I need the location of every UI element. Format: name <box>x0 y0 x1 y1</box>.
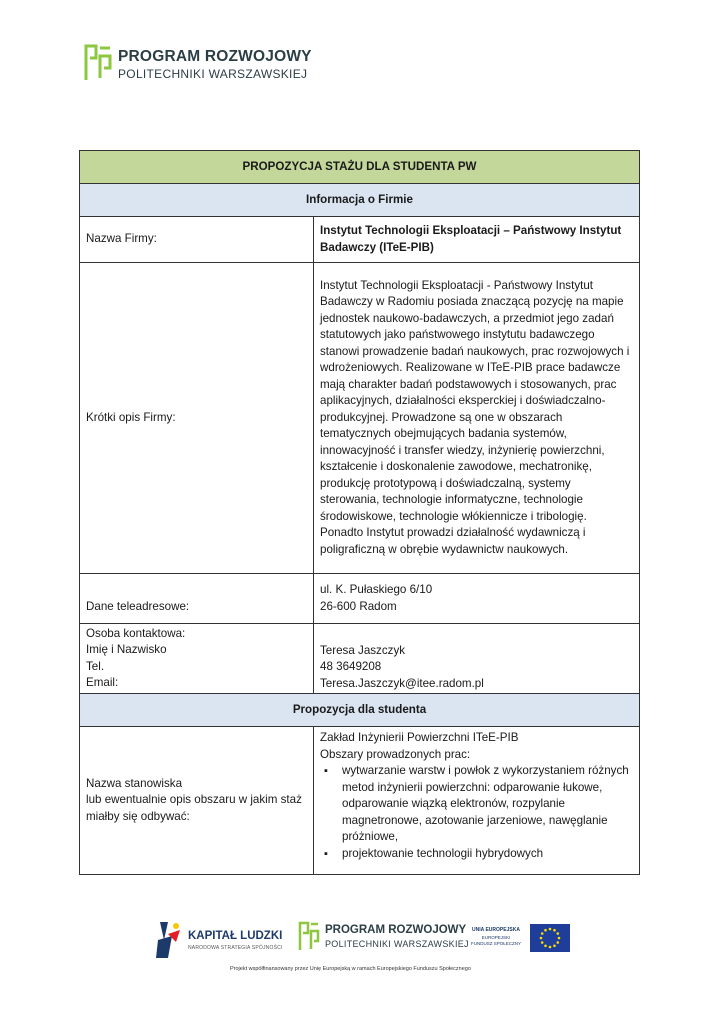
position-department: Zakład Inżynierii Powierzchni ITeE-PIB <box>320 731 519 744</box>
contact-label-name: Imię i Nazwisko <box>86 643 167 656</box>
kapital-ludzki-logo <box>154 920 294 960</box>
address-street: ul. K. Pułaskiego 6/10 <box>320 583 433 596</box>
position-areas-heading: Obszary prowadzonych prac: <box>320 747 471 761</box>
position-label-title: Nazwa stanowiska <box>86 776 183 790</box>
contact-value <box>314 624 640 694</box>
list-item: ▪ wytwarzanie warstw i powłok z wykorzystaniem różnych metod inżynierii powierzchni: odparowanie łukowe, odparowanie wiązką elektronów, rozpylanie magnetronowe, azotowanie jarzeniowe, nawęglanie próżniowe, <box>320 763 633 846</box>
section-company-info: Informacja o Firmie <box>80 184 640 217</box>
program-footer-title: PROGRAM ROZWOJOWY <box>325 924 467 936</box>
list-item: ▪ projektowanie technologii hybrydowych <box>320 846 633 863</box>
eu-flag-icon <box>530 924 570 952</box>
position-areas-list <box>320 763 633 862</box>
address-label: Dane teleadresowe: <box>80 574 314 624</box>
contact-name: Teresa Jaszczyk <box>320 643 406 657</box>
company-name-label: Nazwa Firmy: <box>80 217 314 263</box>
contact-label-email: Email: <box>86 676 119 689</box>
eu-fund <box>468 935 524 947</box>
kapital-ludzki-icon <box>154 920 182 960</box>
program-footer-subtitle: POLITECHNIKI WARSZAWSKIEJ <box>325 939 469 949</box>
company-name-value: Instytut Technologii Eksploatacji – Państwowy Instytut Badawczy (ITeE-PIB) <box>314 217 640 263</box>
program-footer-icon <box>298 920 320 952</box>
contact-email: Teresa.Jaszczyk@itee.radom.pl <box>320 676 484 690</box>
kapital-ludzki-subtitle: NARODOWA STRATEGIA SPÓJNOŚCI <box>188 945 283 951</box>
eu-title: UNIA EUROPEJSKA <box>472 927 520 933</box>
form-title: PROPOZYCJA STAŻU DLA STUDENTA PW <box>80 151 640 184</box>
section-student-offer: Propozycja dla studenta <box>80 694 640 727</box>
kapital-ludzki-title: KAPITAŁ LUDZKI <box>188 930 283 942</box>
contact-phone: 48 3649208 <box>320 660 382 673</box>
logo-subtitle: POLITECHNIKI WARSZAWSKIEJ <box>118 67 308 81</box>
program-logo-icon <box>84 42 112 82</box>
eu-fund-line1: EUROPEJSKI <box>481 935 511 940</box>
footer-logos <box>150 918 580 998</box>
description-value: Instytut Technologii Eksploatacji - Państwowy Instytut Badawczy w Radomiu posiada znaczącą pozycję na mapie jednostek naukowo-badawczych, a przedmiot jego zadań statutowych jako państwowego instytutu badawczego stanowi prowadzenie badań naukowych, prac rozwojowych i wdrożeniowych. Realizowane w ITeE-PIB prace badawcze mają charakter badań podstawowych i stosowanych, prac aplikacyjnych, działalności eksperckiej i doświadczalno-produkcyjnej. Prowadzone są one w obszarach tematycznych obejmujących badania systemów, innowacyjność i transfer wiedzy, inżynierię powierzchni, kształcenie i doskonalenie zawodowe, mechatronikę, produkcję prototypową i doświadczalną, systemy sterowania, technologie informatyczne, technologie środowiskowe, technologie włókiennicze i tribologię. Ponadto Instytut prowadzi działalność wydawniczą i poligraficzną w obrębie wydawnictw naukowych. <box>314 263 640 574</box>
program-footer-logo <box>298 920 469 960</box>
contact-label-heading: Osoba kontaktowa: <box>86 626 186 640</box>
cofinancing-note: Projekt współfinansowany przez Unię Europejską w ramach Europejskiego Funduszu Społecznego <box>230 966 471 972</box>
logo-title: PROGRAM ROZWOJOWY <box>118 48 312 65</box>
position-value <box>314 727 640 875</box>
internship-form <box>79 150 640 875</box>
address-city: 26-600 Radom <box>320 599 397 613</box>
contact-label-phone: Tel. <box>86 659 105 673</box>
eu-fund-line2: FUNDUSZ SPOŁECZNY <box>470 941 521 946</box>
address-value <box>314 574 640 624</box>
program-logo <box>84 42 324 87</box>
position-label-desc: lub ewentualnie opis obszaru w jakim staż miałby się odbywać: <box>86 793 302 823</box>
description-label: Krótki opis Firmy: <box>80 263 314 574</box>
eu-logo <box>468 924 578 958</box>
contact-label <box>80 624 314 694</box>
position-label <box>80 727 314 875</box>
